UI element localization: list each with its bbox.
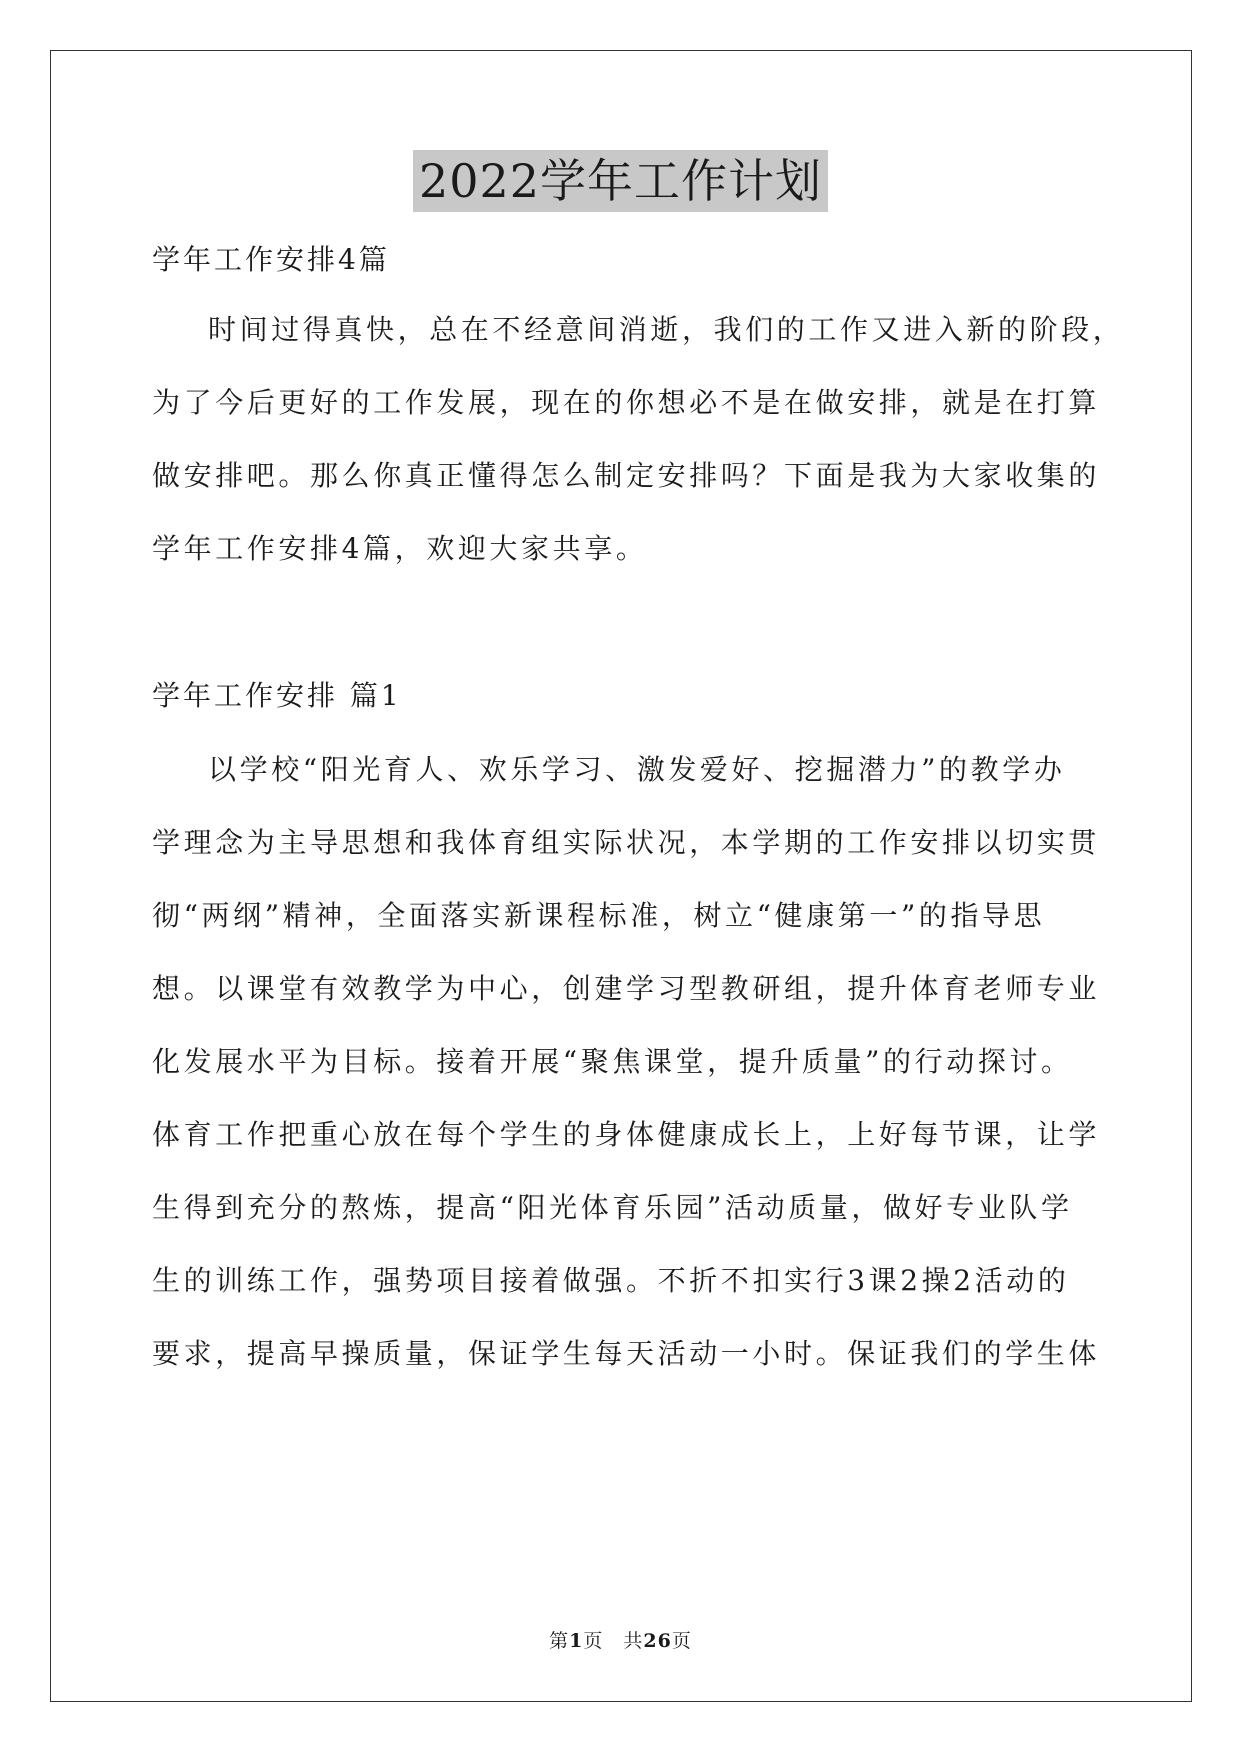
paragraph-line: 生得到充分的熬炼，提高“阳光体育乐园”活动质量，做好专业队学 (152, 1191, 1073, 1224)
paragraph-line: 学理念为主导思想和我体育组实际状况，本学期的工作安排以切实贯 (152, 826, 1101, 859)
paragraph-line: 为了今后更好的工作发展，现在的你想必不是在做安排，就是在打算 (152, 386, 1101, 419)
footer-prefix: 第 (549, 1630, 570, 1652)
paragraph-line: 以学校“阳光育人、欢乐学习、激发爱好、挖掘潜力”的教学办 (208, 753, 1066, 786)
paragraph-line: 生的训练工作，强势项目接着做强。不折不扣实行3课2操2活动的 (152, 1264, 1070, 1297)
title-block (0, 150, 1241, 212)
footer-suffix: 页 (671, 1630, 692, 1652)
intro-heading: 学年工作安排4篇 (152, 243, 390, 276)
section-heading: 学年工作安排 篇1 (152, 679, 402, 712)
paragraph-line: 化发展水平为目标。接着开展“聚焦课堂，提升质量”的行动探讨。 (152, 1045, 1073, 1078)
page-footer (0, 1628, 1241, 1654)
paragraph-line: 要求，提高早操质量，保证学生每天活动一小时。保证我们的学生体 (152, 1337, 1101, 1370)
paragraph-line: 体育工作把重心放在每个学生的身体健康成长上，上好每节课，让学 (152, 1118, 1101, 1151)
paragraph-line: 时间过得真快，总在不经意间消逝，我们的工作又进入新的阶段， (208, 313, 1125, 346)
page-number: 1 (569, 1630, 584, 1652)
document-title: 2022学年工作计划 (413, 150, 828, 212)
paragraph-line: 学年工作安排4篇，欢迎大家共享。 (152, 532, 648, 565)
paragraph-line: 想。以课堂有效教学为中心，创建学习型教研组，提升体育老师专业 (152, 972, 1101, 1005)
paragraph-line: 做安排吧。那么你真正懂得怎么制定安排吗？下面是我为大家收集的 (152, 459, 1101, 492)
paragraph-line: 彻“两纲”精神，全面落实新课程标准，树立“健康第一”的指导思 (152, 899, 1046, 932)
footer-mid: 页 共 (583, 1630, 644, 1652)
page-border (50, 50, 1192, 1702)
page-total: 26 (643, 1630, 672, 1652)
